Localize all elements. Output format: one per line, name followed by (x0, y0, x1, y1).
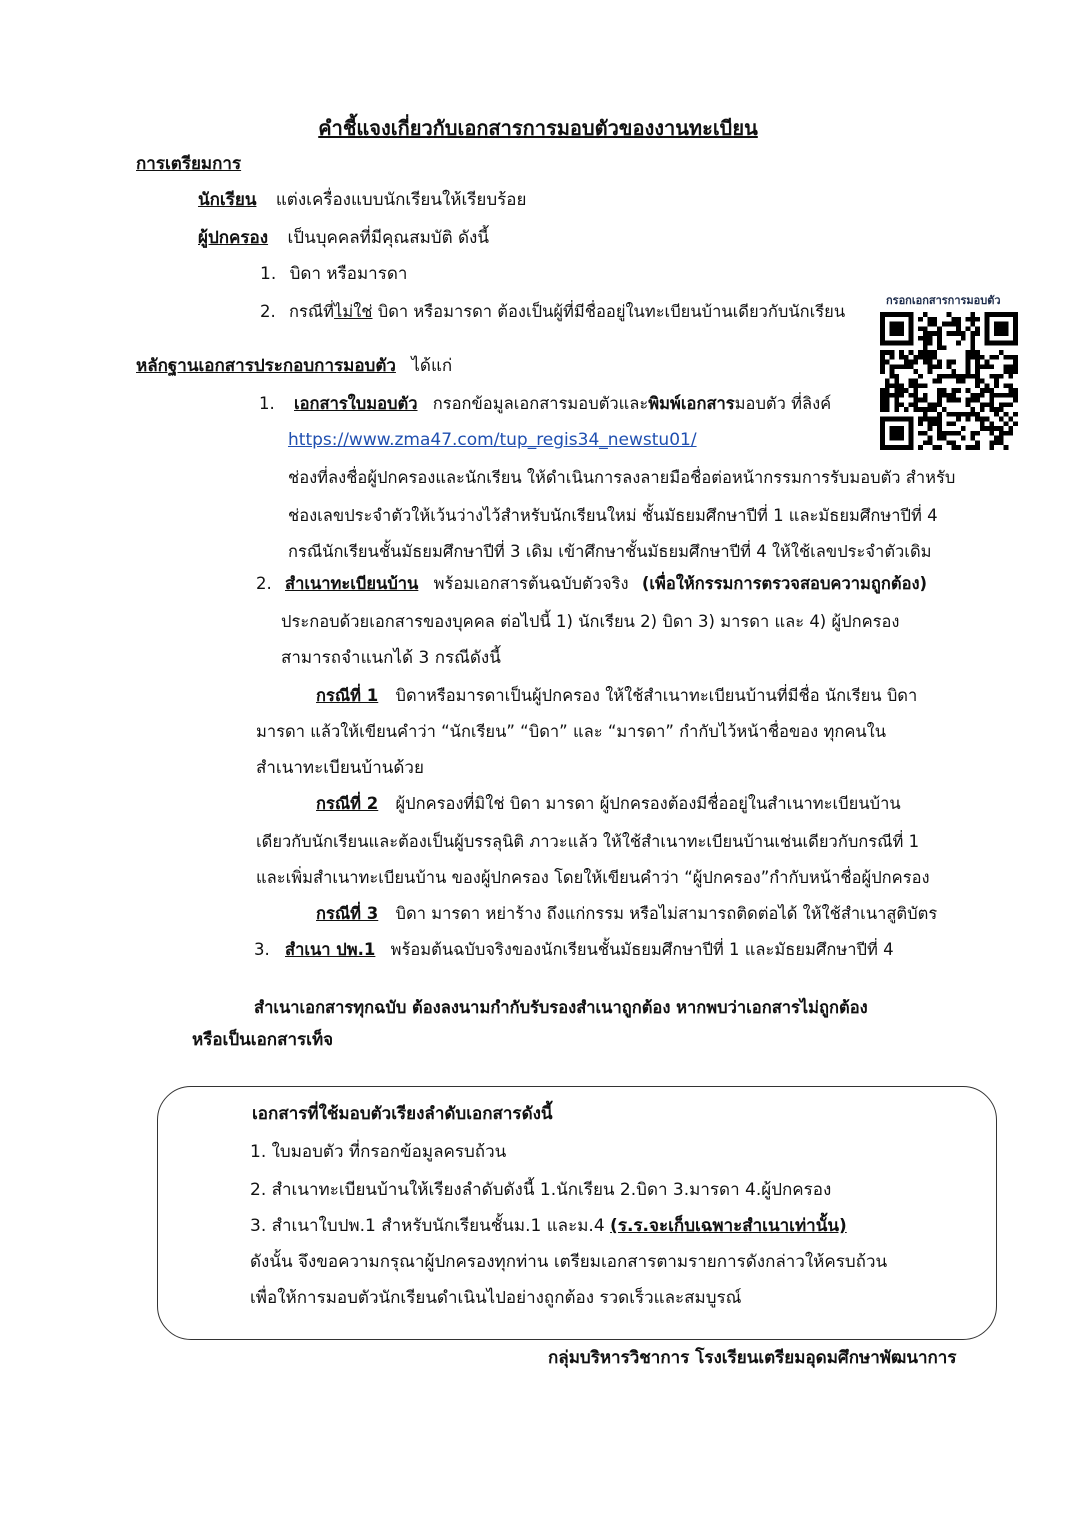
guardian-label: ผู้ปกครอง (198, 228, 269, 248)
doc2-number: 2. (256, 574, 272, 593)
summary-item-1: 1. ใบมอบตัว ที่กรอกข้อมูลครบถ้วน (250, 1142, 507, 1162)
doc1-line4: ช่องเลขประจำตัวให้เว้นว่างไว้สำหรับนักเรียนใหม่ ชั้นมัธยมศึกษาปีที่ 1 และมัธยมศึกษาปีที่ 4 (288, 506, 938, 525)
case1-line (316, 684, 917, 708)
summary-item-3-note: (ร.ร.จะเก็บเฉพาะสำเนาเท่านั้น) (610, 1216, 847, 1236)
doc2-text: พร้อมเอกสารต้นฉบับตัวจริง (433, 574, 629, 593)
qr-caption: กรอกเอกสารการมอบตัว (886, 294, 1001, 307)
doc1-line5: กรณีนักเรียนชั้นมัธยมศึกษาปีที่ 3 เดิม เข้าศึกษาชั้นมัธยมศึกษาปีที่ 4 ให้ใช้เลขประจำตัวเดิม (288, 542, 932, 561)
qr-code-icon[interactable] (880, 312, 1018, 450)
summary-heading: เอกสารที่ใช้มอบตัวเรียงลำดับเอกสารดังนี้ (252, 1104, 553, 1124)
case3-line (316, 902, 937, 926)
preparation-heading: การเตรียมการ (136, 154, 242, 174)
summary-item-3-text: 3. สำเนาใบปพ.1 สำหรับนักเรียนชั้นม.1 และม.4 (250, 1216, 611, 1236)
doc2-line3: สามารถจำแนกได้ 3 กรณีดังนี้ (281, 648, 501, 668)
evidence-heading-suffix: ได้แก่ (411, 356, 453, 376)
doc2-line (256, 572, 927, 596)
page-title: คำชี้แจงเกี่ยวกับเอกสารการมอบตัวของงานทะเบียน (318, 116, 758, 140)
item-text-underlined: ไม่ใช่ (334, 302, 373, 321)
doc3-label: สำเนา ปพ.1 (285, 940, 376, 959)
summary-line-4: ดังนั้น จึงขอความกรุณาผู้ปกครองทุกท่าน เตรียมเอกสารตามรายการดังกล่าวให้ครบถ้วน (250, 1252, 888, 1272)
summary-item-3 (250, 1214, 847, 1238)
case1-line2: มารดา แล้วให้เขียนคำว่า “นักเรียน” “บิดา” และ “มารดา” กำกับไว้หน้าชื่อของ ทุกคนใน (256, 722, 886, 741)
doc3-number: 3. (254, 940, 270, 959)
summary-item-2: 2. สำเนาทะเบียนบ้านให้เรียงลำดับดังนี้ 1.นักเรียน 2.บิดา 3.มารดา 4.ผู้ปกครอง (250, 1180, 832, 1200)
summary-line-5: เพื่อให้การมอบตัวนักเรียนดำเนินไปอย่างถูกต้อง รวดเร็วและสมบูรณ์ (250, 1288, 742, 1308)
case2-line2: เดียวกับนักเรียนและต้องเป็นผู้บรรลุนิติ ภาวะแล้ว ให้ใช้สำเนาทะเบียนบ้านเช่นเดียวกับกรณีที่ 1 (256, 832, 920, 851)
item-text-post: บิดา หรือมารดา ต้องเป็นผู้ที่มีชื่ออยู่ในทะเบียนบ้านเดียวกับนักเรียน (372, 302, 846, 321)
doc1-text-bold: พิมพ์เอกสาร (648, 394, 735, 413)
doc2-line2: ประกอบด้วยเอกสารของบุคคล ต่อไปนี้ 1) นักเรียน 2) บิดา 3) มารดา และ 4) ผู้ปกครอง (281, 612, 900, 631)
guardian-item-2 (260, 300, 845, 324)
case2-label: กรณีที่ 2 (316, 794, 379, 813)
case3-label: กรณีที่ 3 (316, 904, 379, 923)
footer-signature: กลุ่มบริหารวิชาการ โรงเรียนเตรียมอุดมศึกษาพัฒนาการ (548, 1348, 957, 1368)
case3-text: บิดา มารดา หย่าร้าง ถึงแก่กรรม หรือไม่สามารถติดต่อได้ ให้ใช้สำเนาสูติบัตร (395, 904, 938, 923)
case2-line (316, 792, 901, 816)
student-line (198, 188, 526, 212)
doc1-line3: ช่องที่ลงชื่อผู้ปกครองและนักเรียน ให้ดำเนินการลงลายมือชื่อต่อหน้ากรรมการรับมอบตัว สำหรับ (288, 468, 956, 487)
doc3-line (254, 938, 894, 962)
doc1-line (259, 392, 831, 416)
warning-line1: สำเนาเอกสารทุกฉบับ ต้องลงนามกำกับรับรองสำเนาถูกต้อง หากพบว่าเอกสารไม่ถูกต้อง (254, 998, 868, 1017)
item-number: 2. (260, 302, 276, 321)
doc1-number: 1. (259, 394, 275, 413)
registration-link[interactable]: https://www.zma47.com/tup_regis34_newstu01/ (288, 430, 697, 450)
doc1-text-post: มอบตัว ที่ลิงค์ (734, 394, 832, 413)
case2-line3: และเพิ่มสำเนาทะเบียนบ้าน ของผู้ปกครอง โดยให้เขียนคำว่า “ผู้ปกครอง”กำกับหน้าชื่อผู้ปกครอง (256, 868, 930, 887)
doc2-bold: (เพื่อให้กรรมการตรวจสอบความถูกต้อง) (641, 574, 928, 593)
item-text: บิดา หรือมารดา (289, 264, 408, 284)
guardian-line (198, 226, 489, 250)
item-number: 1. (260, 264, 277, 284)
evidence-heading-line (136, 354, 452, 378)
guardian-item-1 (260, 262, 407, 286)
doc3-text: พร้อมต้นฉบับจริงของนักเรียนชั้นมัธยมศึกษาปีที่ 1 และมัธยมศึกษาปีที่ 4 (390, 940, 894, 959)
doc1-text-pre: กรอกข้อมูลเอกสารมอบตัวและ (432, 394, 649, 413)
case2-text: ผู้ปกครองที่มิใช่ บิดา มารดา ผู้ปกครองต้องมีชื่ออยู่ในสำเนาทะเบียนบ้าน (395, 794, 901, 813)
doc1-label: เอกสารใบมอบตัว (294, 394, 418, 413)
student-label: นักเรียน (198, 190, 257, 210)
item-text-pre: กรณีที่ (289, 302, 335, 321)
doc2-label: สำเนาทะเบียนบ้าน (285, 574, 419, 593)
warning-line2: หรือเป็นเอกสารเท็จ (192, 1030, 334, 1050)
student-text: แต่งเครื่องแบบนักเรียนให้เรียบร้อย (275, 190, 527, 210)
case1-label: กรณีที่ 1 (316, 686, 379, 705)
guardian-text: เป็นบุคคลที่มีคุณสมบัติ ดังนี้ (287, 228, 489, 248)
case1-text: บิดาหรือมารดาเป็นผู้ปกครอง ให้ใช้สำเนาทะเบียนบ้านที่มีชื่อ นักเรียน บิดา (395, 686, 918, 705)
evidence-heading: หลักฐานเอกสารประกอบการมอบตัว (136, 356, 396, 376)
case1-line3: สำเนาทะเบียนบ้านด้วย (256, 758, 424, 778)
